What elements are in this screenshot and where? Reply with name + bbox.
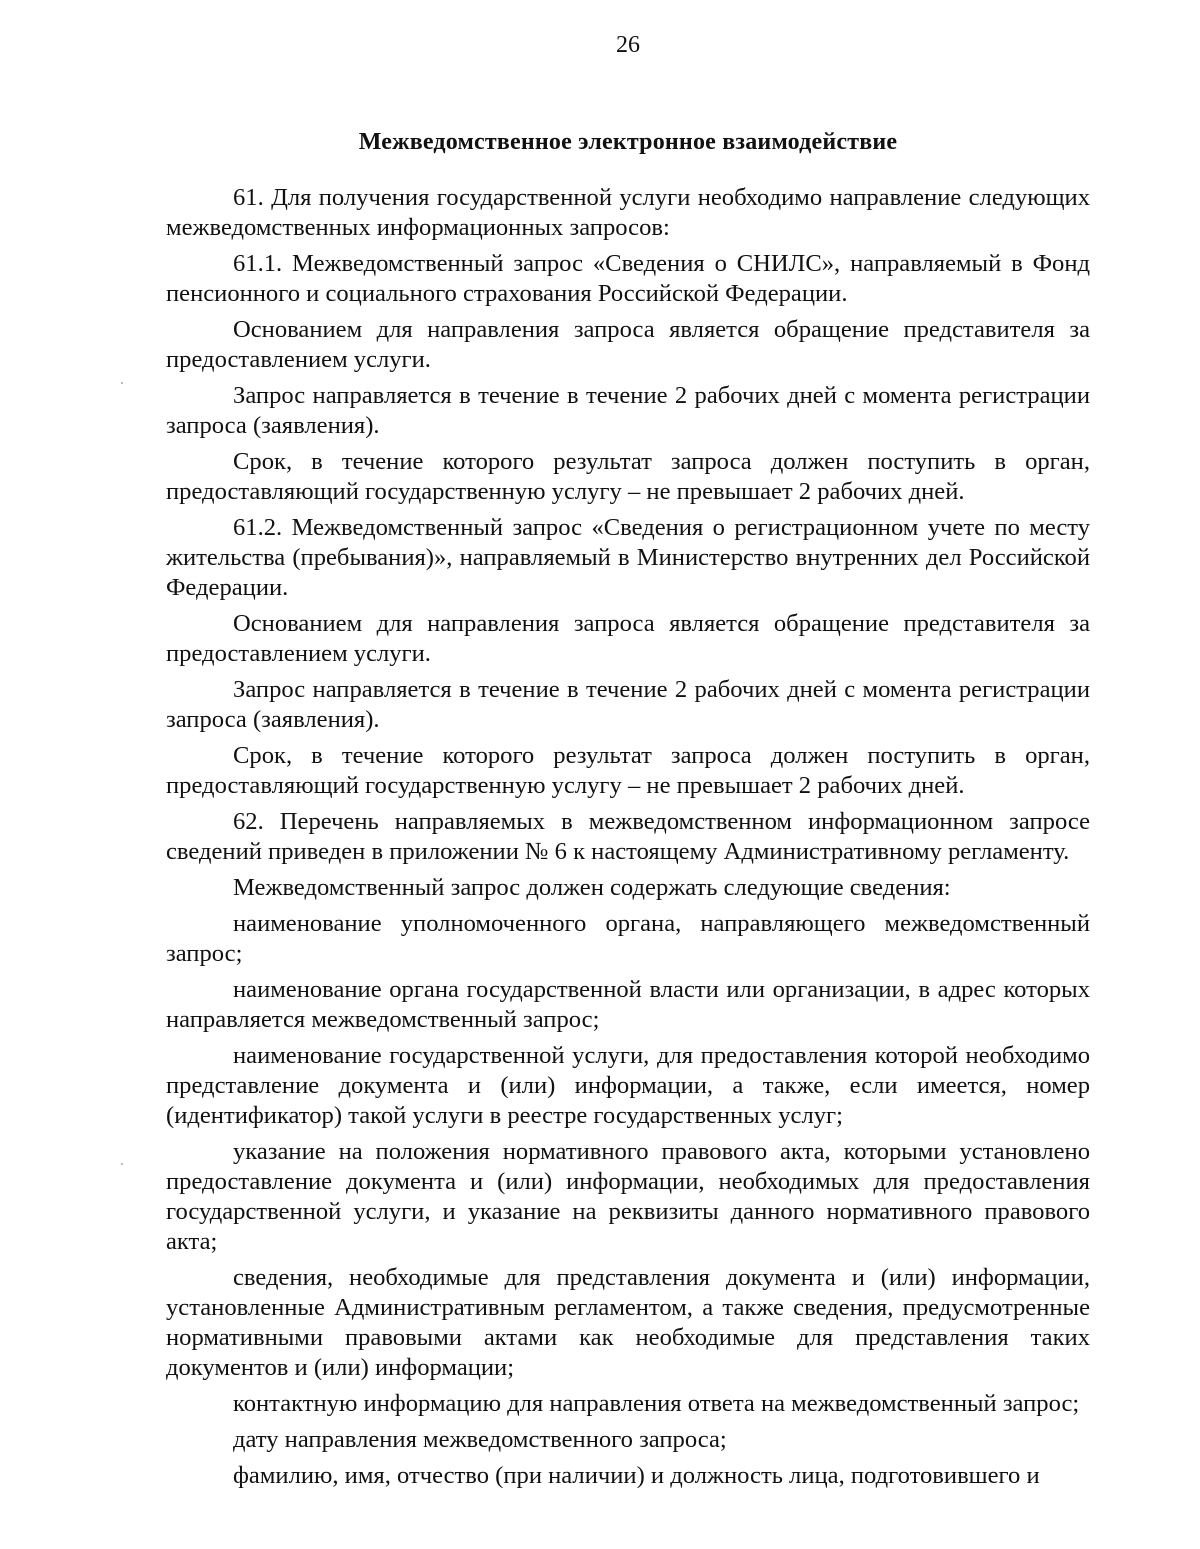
paragraph: дату направления межведомственного запроса; <box>233 1426 727 1453</box>
paragraph: Срок, в течение которого результат запроса должен поступить в орган, предоставляющий государственную услугу – не превышает 2 рабочих дней. <box>166 448 1090 505</box>
paragraph: Запрос направляется в течение в течение 2 рабочих дней с момента регистрации запроса (заявления). <box>166 382 1090 439</box>
paragraph: Срок, в течение которого результат запроса должен поступить в орган, предоставляющий государственную услугу – не превышает 2 рабочих дней. <box>166 742 1090 799</box>
page-number: 26 <box>616 32 640 58</box>
paragraph: Основанием для направления запроса является обращение представителя за предоставлением услуги. <box>166 316 1090 373</box>
paragraph: указание на положения нормативного правового акта, которыми установлено предоставление документа и (или) информации, необходимых для предоставления государственной услуги, и указание на реквизиты данного нормативного правового акта; <box>166 1138 1090 1255</box>
scan-speck <box>121 382 123 384</box>
paragraph: наименование государственной услуги, для предоставления которой необходимо представление документа и (или) информации, а также, если имеется, номер (идентификатор) такой услуги в реестре государственных услуг; <box>166 1042 1090 1129</box>
paragraph: 61.1. Межведомственный запрос «Сведения о СНИЛС», направляемый в Фонд пенсионного и социального страхования Российской Федерации. <box>166 250 1090 307</box>
paragraph: Запрос направляется в течение в течение 2 рабочих дней с момента регистрации запроса (заявления). <box>166 676 1090 733</box>
scan-speck <box>121 1163 123 1165</box>
paragraph: 61. Для получения государственной услуги необходимо направление следующих межведомственных информационных запросов: <box>166 184 1090 241</box>
paragraph: сведения, необходимые для представления документа и (или) информации, установленные Административным регламентом, а также сведения, предусмотренные нормативными правовыми актами как необходимые для представления таких документов и (или) информации; <box>166 1264 1090 1381</box>
paragraph: контактную информацию для направления ответа на межведомственный запрос; <box>233 1390 1080 1417</box>
paragraph: фамилию, имя, отчество (при наличии) и должность лица, подготовившего и <box>233 1462 1040 1489</box>
section-title: Межведомственное электронное взаимодействие <box>358 129 898 155</box>
paragraph: Межведомственный запрос должен содержать следующие сведения: <box>233 874 951 901</box>
paragraph: Основанием для направления запроса является обращение представителя за предоставлением услуги. <box>166 610 1090 667</box>
paragraph: наименование органа государственной власти или организации, в адрес которых направляется межведомственный запрос; <box>166 976 1090 1033</box>
paragraph: 61.2. Межведомственный запрос «Сведения о регистрационном учете по месту жительства (пребывания)», направляемый в Министерство внутренних дел Российской Федерации. <box>166 514 1090 601</box>
paragraph: наименование уполномоченного органа, направляющего межведомственный запрос; <box>166 910 1090 967</box>
document-body <box>166 183 1090 1497</box>
paragraph: 62. Перечень направляемых в межведомственном информационном запросе сведений приведен в приложении № 6 к настоящему Административному регламенту. <box>166 808 1090 865</box>
